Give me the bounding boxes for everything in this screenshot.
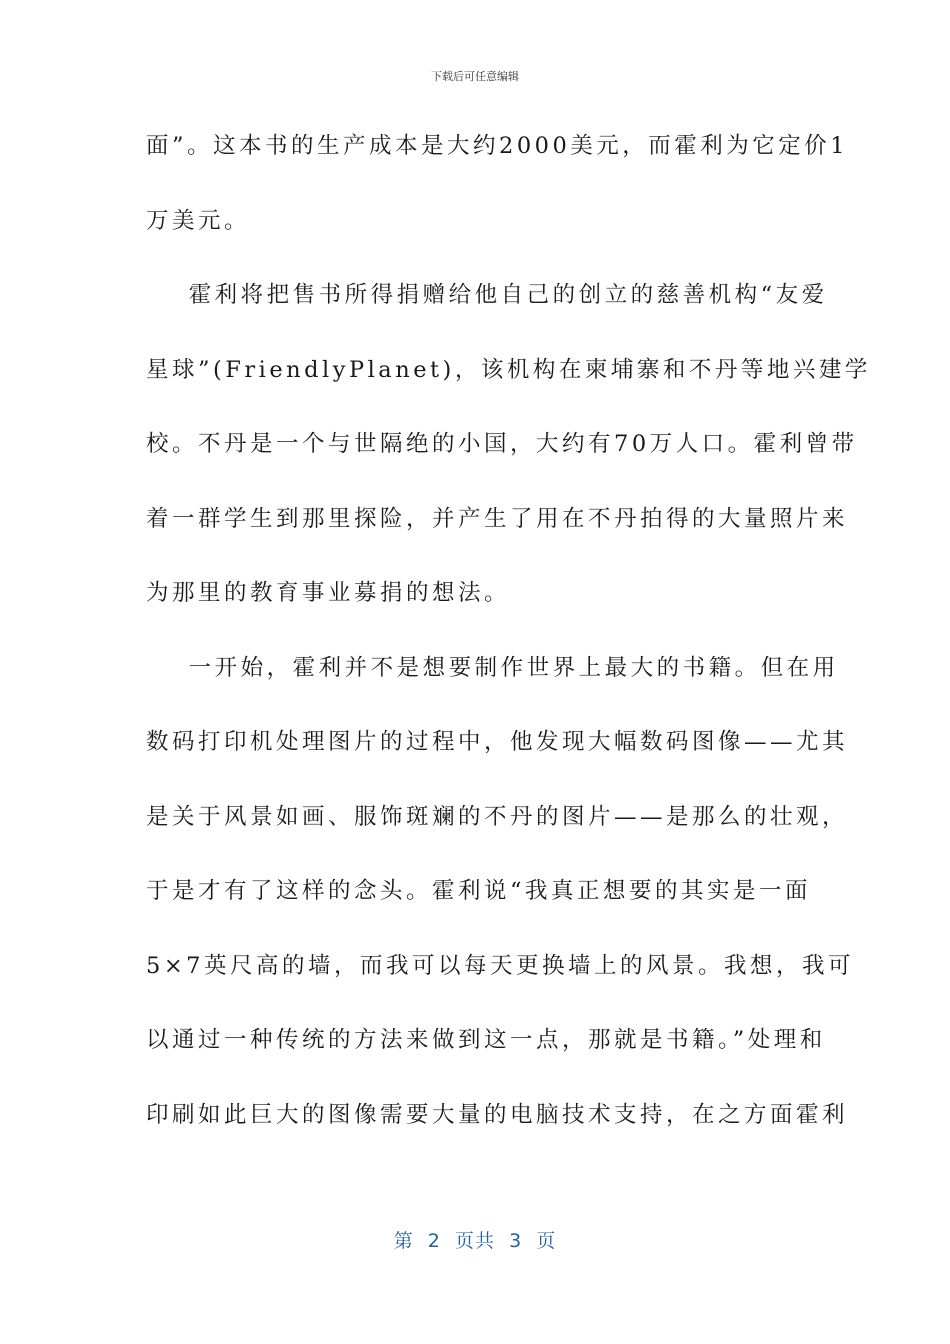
text-line: 是关于风景如画、服饰斑斓的不丹的图片——是那么的壮观， (146, 803, 849, 830)
text-line: 于是才有了这样的念头。霍利说“我真正想要的其实是一面 (146, 878, 812, 904)
text-line: 一开始，霍利并不是想要制作世界上最大的书籍。但在用 (146, 654, 839, 681)
text-line: 面”。这本书的生产成本是大约2000美元，而霍利为它定价1 (146, 133, 849, 159)
text-line: 校。不丹是一个与世隔绝的小国，大约有70万人口。霍利曾带 (146, 431, 858, 457)
current-page-number: 2 (427, 1230, 441, 1252)
page-footer (0, 1226, 950, 1253)
document-body (146, 124, 871, 1167)
text-line: 霍利将把售书所得捐赠给他自己的创立的慈善机构“友爱 (146, 282, 828, 308)
text-line: 数码打印机处理图片的过程中，他发现大幅数码图像——尤其 (146, 729, 849, 755)
text-line: 印刷如此巨大的图像需要大量的电脑技术支持，在之方面霍利 (146, 1101, 849, 1128)
text-line: 万美元。 (146, 207, 251, 234)
footer-prefix: 第 (393, 1230, 414, 1252)
text-line: 着一群学生到那里探险，并产生了用在不丹拍得的大量照片来 (146, 505, 849, 532)
text-line: 为那里的教育事业募捐的想法。 (146, 580, 511, 606)
text-line: 星球”(FriendlyPlanet)，该机构在柬埔寨和不丹等地兴建学 (146, 356, 871, 383)
text-line: 以通过一种传统的方法来做到这一点，那就是书籍。”处理和 (146, 1027, 826, 1053)
text-line: 5×7英尺高的墙，而我可以每天更换墙上的风景。我想，我可 (146, 952, 854, 979)
footer-middle: 页共 (454, 1230, 495, 1252)
total-pages-number: 3 (509, 1230, 523, 1252)
header-note: 下载后可任意编辑 (431, 70, 519, 83)
footer-suffix: 页 (536, 1230, 557, 1252)
